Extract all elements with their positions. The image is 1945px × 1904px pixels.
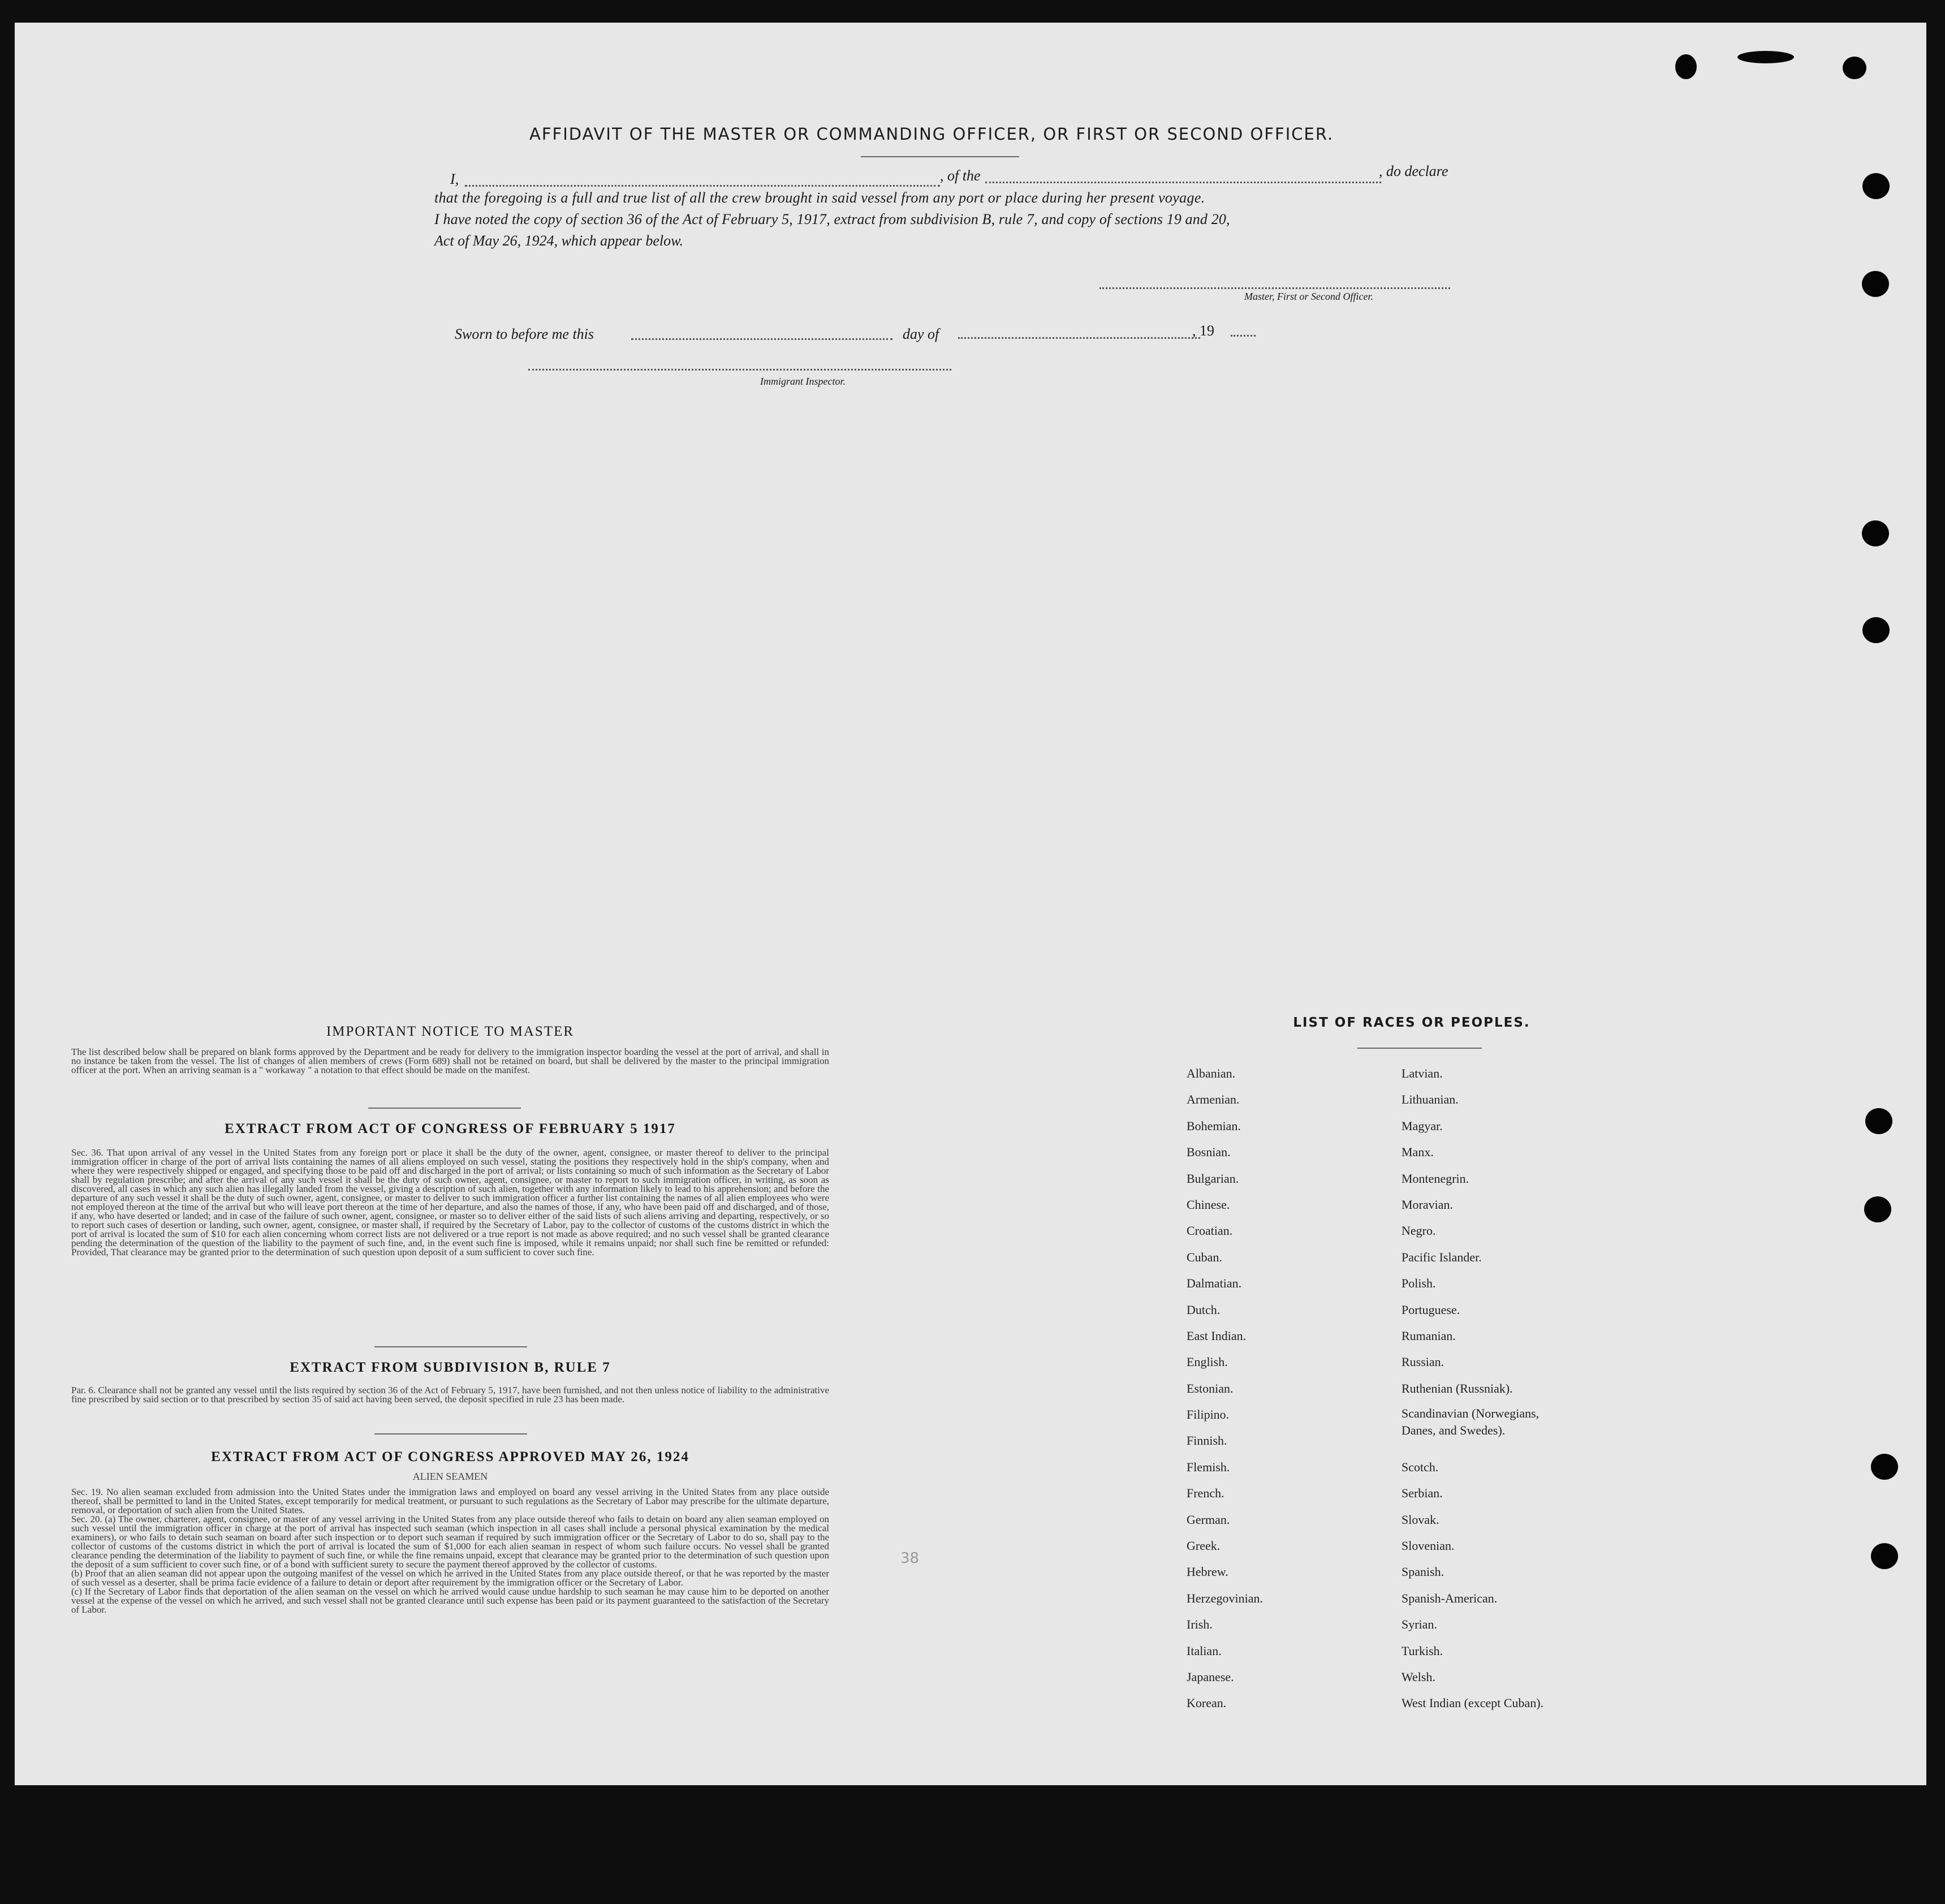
- punch-hole: [1862, 271, 1889, 297]
- sworn-day-of: day of: [903, 326, 939, 342]
- races-heading: LIST OF RACES OR PEOPLES.: [1293, 1015, 1530, 1030]
- divider: [374, 1346, 527, 1347]
- extract-rule7-text: Par. 6. Clearance shall not be granted any vessel until the lists required by section 36 of the Act of February 5, 1917, have been furnished, and not then unless notice of liability to the administrative fine prescribed by said section or to that prescribed by section 35 of said act having been served, the deposit specified in rule 23 has been made.: [71, 1385, 829, 1405]
- sec-20a-text: Sec. 20. (a) The owner, charterer, agent, consignee, or master of any vessel arriving in the United States from any place outside thereof who fails to detain on board any alien seaman employed on such vessel until the immigration officer in charge at the port of arrival has inspected such seaman (which inspection in all cases shall include a personal physical examination by the medical examiners), or who fails to detain such seaman on board after such inspection or to deport such seaman if required by such immigration officer or the Secretary of Labor to do so, shall pay to the collector of customs of the customs district in which the port of arrival is located the sum of $1,000 for each alien seaman in respect of whom such failure occurs. No vessel shall be granted clearance pending the determination of the liability to payment of such fine, or while the fine remains unpaid, except that clearance may be granted prior to the determination of such question upon the deposit of a sum sufficient to cover such fine, or of a bond with sufficient surety to secure the payment thereof approved by the collector of customs.: [71, 1514, 829, 1570]
- race-item: Negro.: [1401, 1224, 1436, 1238]
- race-item: Lithuanian.: [1401, 1092, 1459, 1107]
- race-item: Welsh.: [1401, 1670, 1435, 1684]
- races-right-column: [1401, 1061, 1566, 1717]
- alien-seamen-subheading: ALIEN SEAMEN: [412, 1471, 488, 1482]
- punch-hole: [1862, 173, 1890, 199]
- race-item: Spanish-American.: [1401, 1591, 1498, 1605]
- race-item: Dalmatian.: [1187, 1276, 1242, 1291]
- notice-heading: IMPORTANT NOTICE TO MASTER: [326, 1024, 575, 1039]
- race-item: Magyar.: [1401, 1118, 1443, 1133]
- race-item: Rumanian.: [1401, 1328, 1456, 1343]
- sec-19-text: Sec. 19. No alien seaman excluded from admission into the United States under the immigration laws and employed on board any vessel arriving in the United States from any place outside thereof, shall be permitted to land in the United States, except temporarily for medical treatment, or pursuant to such regulations as the Secretary of Labor may prescribe for the ultimate departure, removal, or deportation of such alien from the United States.: [71, 1487, 829, 1515]
- race-item: Herzegovinian.: [1187, 1591, 1263, 1605]
- race-item: Albanian.: [1187, 1066, 1236, 1080]
- race-item: Filipino.: [1187, 1407, 1230, 1422]
- extract-1924-body: [71, 1488, 829, 1614]
- race-item: Hebrew.: [1187, 1565, 1228, 1579]
- race-item: Armenian.: [1187, 1092, 1240, 1107]
- punch-hole: [1862, 520, 1889, 546]
- race-item: Montenegrin.: [1401, 1171, 1469, 1186]
- race-item: Irish.: [1187, 1617, 1213, 1632]
- race-item: Bohemian.: [1187, 1118, 1241, 1133]
- punch-hole: [1843, 57, 1866, 79]
- name-blank[interactable]: [465, 185, 940, 187]
- notice-body: [71, 1048, 829, 1075]
- punch-hole: [1675, 54, 1697, 79]
- race-item: Slovak.: [1401, 1512, 1439, 1527]
- signature-line[interactable]: [1099, 287, 1450, 289]
- declaration-line-2: I have noted the copy of section 36 of the Act of February 5, 1917, extract from subdivision B, rule 7, and copy of sections 19 and 20,: [434, 211, 1230, 227]
- punch-hole: [1862, 617, 1890, 643]
- race-item: Bosnian.: [1187, 1145, 1231, 1160]
- punch-hole: [1871, 1543, 1898, 1569]
- races-left-column: [1187, 1061, 1263, 1717]
- race-item: Estonian.: [1187, 1381, 1234, 1395]
- race-item: Serbian.: [1401, 1486, 1443, 1501]
- race-item: Syrian.: [1401, 1617, 1437, 1632]
- extract-1924-heading: EXTRACT FROM ACT OF CONGRESS APPROVED MAY 26, 1924: [211, 1449, 689, 1464]
- race-item: Greek.: [1187, 1539, 1221, 1553]
- declaration-line-1: that the foregoing is a full and true list of all the crew brought in said vessel from any port or place during her present voyage.: [434, 189, 1205, 206]
- race-item: Pacific Islander.: [1401, 1250, 1482, 1264]
- race-item: Japanese.: [1187, 1669, 1234, 1684]
- race-item: Bulgarian.: [1187, 1171, 1239, 1186]
- race-item: Moravian.: [1401, 1197, 1454, 1212]
- extract-1917-text: Sec. 36. That upon arrival of any vessel in the United States from any foreign port or place it shall be the duty of the owner, agent, consignee, or master thereof to deliver to the principal immigration officer in charge of the port of arrival lists containing the names of all aliens employed on such vessel, stating the positions they respectively hold in the ship's company, when and where they were respectively shipped or engaged, and specifying those to be paid off and discharged in the port of arrival; or lists containing so much of such information as the Secretary of Labor shall by regulation prescribe; and after the arrival of any such vessel it shall be the duty of such owner, agent, consignee, or master to report to such immigration officer, in writing, as soon as discovered, all cases in which any such alien has illegally landed from the vessel, giving a description of such alien, together with any information likely to lead to his apprehension; and before the departure of any such vessel it shall be the duty of such owner, agent, consignee, or master to deliver to such immigration officer a further list containing the names of all alien employees who were not employed thereon at the time of the arrival but who will leave port thereon at the time of her departure, and also the names of those, if any, who have been paid off and discharged, and of those, if any, who have deserted or landed; and in case of the failure of such owner, agent, consignee, or master so to deliver either of the said lists of such aliens arriving and departing, respectively, or so to report such cases of desertion or landing, such owner, agent, consignee, or master shall, if required by the Secretary of Labor, pay to the collector of customs of the customs district in which the port of arrival is located the sum of $10 for each alien concerning whom correct lists are not delivered or a true report is not made as above required; and no such vessel shall be granted clearance pending the determination of the question of the liability to the payment of such fine, and, in the event such fine is imposed, while it remains unpaid; nor shall such fine be remitted or refunded: Provided, That clearance may be granted prior to the determination of such question upon deposit of a sum sufficient to cover such fine.: [71, 1147, 829, 1257]
- race-item: West Indian (except Cuban).: [1401, 1696, 1544, 1711]
- race-item: Chinese.: [1187, 1197, 1230, 1212]
- sworn-year: , 19: [1192, 322, 1214, 339]
- race-item: Ruthenian (Russniak).: [1401, 1381, 1513, 1395]
- sworn-prefix: Sworn to before me this: [455, 326, 594, 342]
- race-item: Portuguese.: [1401, 1302, 1460, 1317]
- extract-rule7-body: [71, 1386, 829, 1404]
- race-item: English.: [1187, 1355, 1228, 1369]
- race-item: Scandinavian (Norwegians, Danes, and Swedes).: [1401, 1406, 1539, 1438]
- sec-20c-text: (c) If the Secretary of Labor finds that deportation of the alien seaman on the vessel on which he arrived would cause undue hardship to such seaman he may cause him to be deported on another vessel at the expense of the vessel on which he arrived, and such vessel shall not be granted clearance until such expense has been paid or its payment guaranteed to the satisfaction of the Secretary of Labor.: [71, 1586, 829, 1615]
- punch-hole: [1871, 1454, 1898, 1480]
- vessel-blank[interactable]: [985, 182, 1381, 183]
- affidavit-heading: AFFIDAVIT OF THE MASTER OR COMMANDING OFFICER, OR FIRST OR SECOND OFFICER.: [529, 124, 1334, 144]
- race-item: East Indian.: [1187, 1328, 1247, 1343]
- race-item: Dutch.: [1187, 1302, 1221, 1317]
- declaration-do-declare: , do declare: [1379, 163, 1448, 179]
- extract-rule7-heading: EXTRACT FROM SUBDIVISION B, RULE 7: [290, 1360, 611, 1375]
- sec-20b-text: (b) Proof that an alien seaman did not appear upon the outgoing manifest of the vessel on which he arrived in the United States from any place outside thereof, or that he was reported by the master of such vessel as a deserter, shall be prima facie evidence of a failure to detain or deport after requirement by the immigration officer or the Secretary of Labor.: [71, 1568, 829, 1588]
- race-item: Flemish.: [1187, 1459, 1230, 1474]
- stamp-number: 38: [900, 1550, 920, 1567]
- declaration-of-the: , of the: [940, 167, 981, 184]
- divider: [1357, 1048, 1482, 1049]
- race-item: Spanish.: [1401, 1565, 1444, 1579]
- extract-1917-body: [71, 1148, 829, 1257]
- race-item: Manx.: [1401, 1145, 1434, 1160]
- race-item: Scotch.: [1401, 1459, 1439, 1474]
- race-item: French.: [1187, 1486, 1224, 1501]
- inspector-signature-line[interactable]: [528, 369, 951, 371]
- inspector-label: Immigrant Inspector.: [760, 376, 846, 387]
- race-item: Polish.: [1401, 1276, 1436, 1291]
- race-item: Slovenian.: [1401, 1539, 1455, 1553]
- sworn-day-blank[interactable]: [631, 338, 892, 340]
- notice-text: The list described below shall be prepared on blank forms approved by the Department and be ready for delivery to the immigration inspector boarding the vessel at the port of arrival, and shall in no instance be taken from the vessel. The list of changes of alien members of crews (Form 689) shall not be retained on board, but shall be delivered by the master to the principal immigration officer at the port. When an arriving seaman is a " workaway " a notation to that effect should be made on the manifest.: [71, 1046, 829, 1075]
- sworn-month-blank[interactable]: [958, 337, 1200, 339]
- punch-hole: [1865, 1108, 1892, 1134]
- declaration-i: I,: [450, 171, 459, 187]
- divider: [368, 1108, 521, 1109]
- signature-label: Master, First or Second Officer.: [1244, 291, 1373, 302]
- race-item: German.: [1187, 1512, 1230, 1527]
- race-item: Korean.: [1187, 1696, 1227, 1711]
- punch-hole: [1864, 1196, 1891, 1222]
- declaration-line-3: Act of May 26, 1924, which appear below.: [434, 232, 684, 249]
- race-item: Croatian.: [1187, 1224, 1233, 1238]
- race-item: Italian.: [1187, 1643, 1222, 1658]
- extract-1917-heading: EXTRACT FROM ACT OF CONGRESS OF FEBRUARY 5 1917: [225, 1121, 676, 1136]
- ink-blot: [1737, 51, 1794, 63]
- divider: [861, 156, 1019, 157]
- sworn-year-blank[interactable]: [1231, 335, 1256, 337]
- race-item: Cuban.: [1187, 1250, 1222, 1264]
- race-item: Latvian.: [1401, 1066, 1443, 1080]
- race-item: Russian.: [1401, 1355, 1444, 1369]
- divider: [374, 1433, 527, 1435]
- race-item: Turkish.: [1401, 1643, 1443, 1658]
- race-item: Finnish.: [1187, 1433, 1227, 1448]
- document-page: [15, 23, 1926, 1785]
